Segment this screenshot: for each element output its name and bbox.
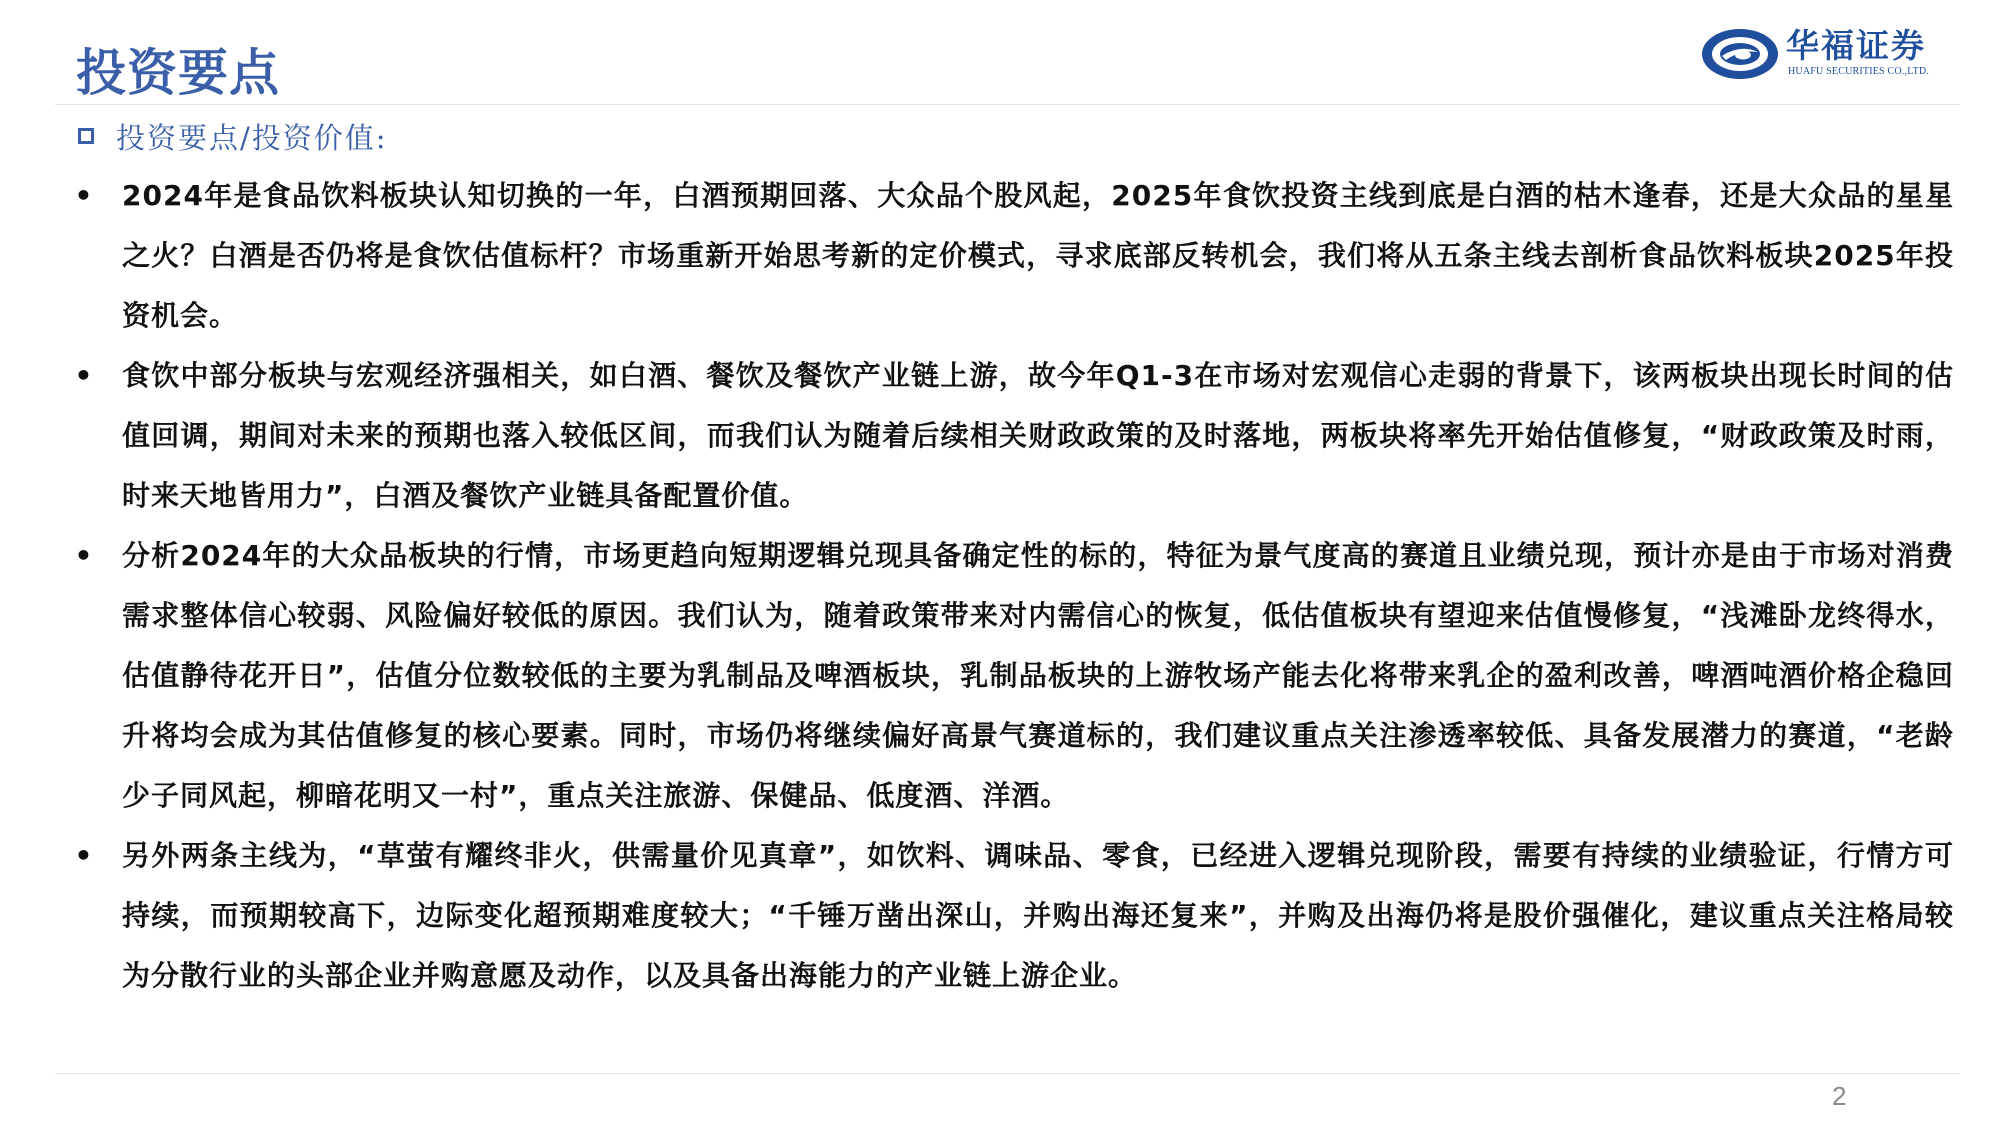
- huafu-logo-icon: [1700, 26, 1780, 82]
- logo-name-cn: 华福证券: [1786, 26, 1926, 65]
- bullet-text: 2024年是食品饮料板块认知切换的一年，白酒预期回落、大众品个股风起，2025年食饮投资主线到底是白酒的枯木逢春，还是大众品的星星之火？白酒是否仍将是食饮估值标杆？市场重新开始思考新的定价模式，寻求底部反转机会，我们将从五条主线去剖析食品饮料板块2025年投资机会。: [122, 179, 1954, 332]
- section-heading-text: 投资要点/投资价值:: [116, 120, 388, 155]
- company-logo: [1700, 26, 1970, 82]
- bullet-item-1: [74, 166, 1954, 346]
- logo-name-en: HUAFU SECURITIES CO.,LTD.: [1788, 66, 1930, 77]
- bullet-marker: •: [74, 839, 94, 872]
- bullet-marker: •: [74, 539, 94, 572]
- bullet-text: 另外两条主线为，“草萤有耀终非火，供需量价见真章”，如饮料、调味品、零食，已经进入逻辑兑现阶段，需要有持续的业绩验证，行情方可持续，而预期较高下，边际变化超预期难度较大；“千锤万凿出深山，并购出海还复来”，并购及出海仍将是股价强催化，建议重点关注格局较为分散行业的头部企业并购意愿及动作，以及具备出海能力的产业链上游企业。: [122, 839, 1954, 992]
- bullet-marker: •: [74, 359, 94, 392]
- square-bullet-icon: [78, 128, 94, 144]
- bullet-text: 食饮中部分板块与宏观经济强相关，如白酒、餐饮及餐饮产业链上游，故今年Q1-3在市场对宏观信心走弱的背景下，该两板块出现长时间的估值回调，期间对未来的预期也落入较低区间，而我们认为随着后续相关财政政策的及时落地，两板块将率先开始估值修复，“财政政策及时雨，时来天地皆用力”，白酒及餐饮产业链具备配置价值。: [122, 359, 1954, 512]
- footer-divider: [55, 1073, 1960, 1074]
- header-divider: [55, 104, 1960, 105]
- bullet-item-2: [74, 346, 1954, 526]
- page-number: 2: [1832, 1081, 1847, 1111]
- bullet-item-4: [74, 826, 1954, 1006]
- bullet-item-3: [74, 526, 1954, 826]
- page-title: 投资要点: [76, 44, 280, 102]
- section-heading: [78, 116, 388, 156]
- bullet-marker: •: [74, 179, 94, 212]
- bullet-text: 分析2024年的大众品板块的行情，市场更趋向短期逻辑兑现具备确定性的标的，特征为景气度高的赛道且业绩兑现，预计亦是由于市场对消费需求整体信心较弱、风险偏好较低的原因。我们认为，随着政策带来对内需信心的恢复，低估值板块有望迎来估值慢修复，“浅滩卧龙终得水，估值静待花开日”，估值分位数较低的主要为乳制品及啤酒板块，乳制品板块的上游牧场产能去化将带来乳企的盈利改善，啤酒吨酒价格企稳回升将均会成为其估值修复的核心要素。同时，市场仍将继续偏好高景气赛道标的，我们建议重点关注渗透率较低、具备发展潜力的赛道，“老龄少子同风起，柳暗花明又一村”，重点关注旅游、保健品、低度酒、洋酒。: [122, 539, 1954, 812]
- bullet-list: [74, 166, 1954, 1006]
